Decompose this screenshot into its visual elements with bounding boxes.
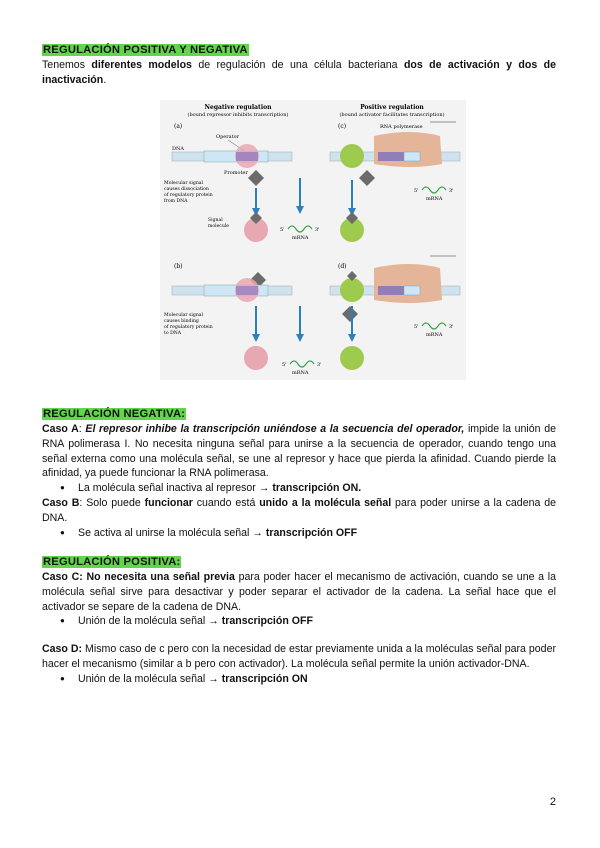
pos-section-body [42, 570, 556, 629]
signal-b-text-2: causes binding [164, 319, 199, 324]
case-c-bold: No necesita una señal previa [82, 571, 235, 583]
activator-bound-d [340, 278, 364, 302]
five-prime-c: 5' [414, 188, 419, 194]
case-b-bold-2: unido a la molécula señal [259, 496, 392, 509]
case-d-label: Caso D: [42, 643, 83, 655]
operator-site-d [404, 286, 420, 295]
promoter-label: Promoter [224, 170, 248, 176]
panel-a-label: (a) [174, 123, 183, 130]
case-a-text: impide la unión de RNA polimerasa I. No necesita ninguna señal para unirse a la secuencia de operador, cuando tengo una señal externa como una molécula señal, se une al represor y hace que pierda la afinidad. Cuando pierde la afinidad, ya puede funcionar la RNA polimerasa. [42, 423, 556, 480]
case-a-colon: : [78, 423, 86, 435]
neg-subtitle: (bound repressor inhibits transcription) [187, 112, 289, 118]
repressor-free-b [244, 346, 268, 370]
case-a-bullet-bold: transcripción ON. [272, 482, 362, 495]
five-prime-a: 5' [280, 227, 285, 233]
five-prime-b: 5' [282, 362, 287, 368]
neg-section-body [42, 422, 556, 540]
signal-b-text-4: to DNA [164, 331, 182, 336]
rna-pol-label: RNA polymerase [380, 124, 423, 130]
case-a-emphasis: El represor inhibe la transcripción uniéndose a la secuencia del operador, [85, 423, 465, 435]
pos-subtitle: (bound activator facilitates transcription) [339, 112, 445, 118]
case-b-list [42, 526, 556, 541]
neg-title: Negative regulation [204, 104, 272, 111]
five-prime-d: 5' [414, 324, 419, 330]
rna-polymerase-d [374, 264, 442, 303]
case-d-bullet [42, 672, 556, 687]
three-prime-c: 3' [449, 188, 454, 194]
case-b-text-3: para poder unirse a la cadena de DNA. [42, 496, 557, 524]
case-c-text: para poder hacer el mecanismo de activación, cuando se une a la molécula señal sirve para desactivar y poder separar el activador de la cadena. La señal hace que el activador se separe de la cadena de DNA. [42, 571, 557, 613]
operator-site-c [404, 152, 420, 161]
case-b-bullet-bold: transcripción OFF [265, 526, 358, 539]
main-title-highlight: REGULACIÓN POSITIVA Y NEGATIVA [43, 44, 248, 56]
intro-text-2: de regulación de una célula bacteriana [191, 59, 404, 71]
activator-free-d [340, 346, 364, 370]
case-d-text: Mismo caso de c pero con la necesidad de estar previamente unida a la moléculas señal para poder hacer el mecanismo (similar a b pero con activador). La molécula señal permite la unión activador-DNA. [42, 643, 556, 670]
rna-polymerase-c [374, 132, 442, 167]
operator-overlay-b [236, 286, 258, 295]
pos-title-highlight: REGULACIÓN POSITIVA: [43, 556, 181, 568]
main-title [42, 44, 249, 56]
signal-a-text-4: from DNA [164, 199, 188, 204]
case-a-bullet [42, 481, 556, 496]
mrna-label-c: mRNA [426, 196, 443, 202]
case-d-block [42, 642, 556, 686]
case-c-bullet [42, 614, 556, 629]
intro-bold-2: dos de activación y dos de inactivación [42, 59, 556, 86]
signal-a-text-3: of regulatory protein [164, 193, 213, 198]
mrna-label-b: mRNA [292, 370, 309, 376]
case-c-bullet-bold: transcripción OFF [221, 615, 313, 628]
case-d-bullet-text: Unión de la molécula señal → [78, 672, 222, 685]
case-a-label: Caso A [42, 423, 79, 435]
mrna-label-a: mRNA [292, 235, 309, 241]
promoter-site-d [378, 286, 404, 295]
pos-title: Positive regulation [360, 104, 424, 111]
case-b-paragraph [42, 496, 556, 526]
signal-a-text-1: Molecular signal [164, 181, 203, 186]
case-d-list [42, 672, 556, 687]
page-number: 2 [549, 796, 556, 808]
intro-bold-1: diferentes modelos [91, 59, 192, 71]
operator-overlay-a [236, 152, 258, 161]
case-c-label: Caso C: [42, 571, 83, 583]
signal-molecule-label-2: molecule [208, 224, 230, 229]
intro-paragraph [42, 58, 556, 88]
signal-b-text-3: of regulatory protein [164, 325, 213, 330]
signal-molecule-label-1: Signal [208, 218, 223, 223]
intro-text-3: . [103, 73, 107, 86]
dna-label-a: DNA [172, 146, 184, 152]
case-d-bullet-bold: transcripción ON [221, 672, 308, 685]
case-b-text-2: cuando está [192, 496, 260, 509]
case-c-list [42, 614, 556, 629]
operator-label: Operator [216, 134, 240, 140]
three-prime-a: 3' [315, 227, 320, 233]
neg-section-title [42, 408, 186, 420]
neg-title-highlight: REGULACIÓN NEGATIVA: [43, 408, 186, 420]
promoter-site-c [378, 152, 404, 161]
case-a-list [42, 481, 556, 496]
signal-a-text-2: causes dissociation [164, 187, 209, 192]
three-prime-d: 3' [449, 324, 454, 330]
case-a-bullet-text: La molécula señal inactiva al represor → [78, 482, 273, 495]
case-b-text-1: : Solo puede [79, 496, 145, 509]
case-c-paragraph [42, 570, 556, 614]
regulation-diagram [160, 100, 466, 380]
intro-text-1: Tenemos [42, 59, 92, 71]
signal-b-text-1: Molecular signal [164, 313, 203, 318]
case-d-paragraph [42, 642, 556, 672]
panel-c-label: (c) [338, 123, 347, 130]
case-a-paragraph [42, 422, 556, 481]
activator-bound-c [340, 144, 364, 168]
three-prime-b: 3' [317, 362, 322, 368]
case-b-bullet [42, 526, 556, 541]
case-c-bullet-text: Unión de la molécula señal → [78, 615, 222, 628]
panel-b-label: (b) [174, 263, 183, 270]
pos-section-title [42, 556, 181, 568]
case-b-bold-1: funcionar [144, 496, 193, 509]
case-b-label: Caso B [42, 496, 80, 509]
case-b-bullet-text: Se activa al unirse la molécula señal → [78, 526, 266, 539]
panel-d-label: (d) [338, 263, 347, 270]
mrna-label-d: mRNA [426, 332, 443, 338]
